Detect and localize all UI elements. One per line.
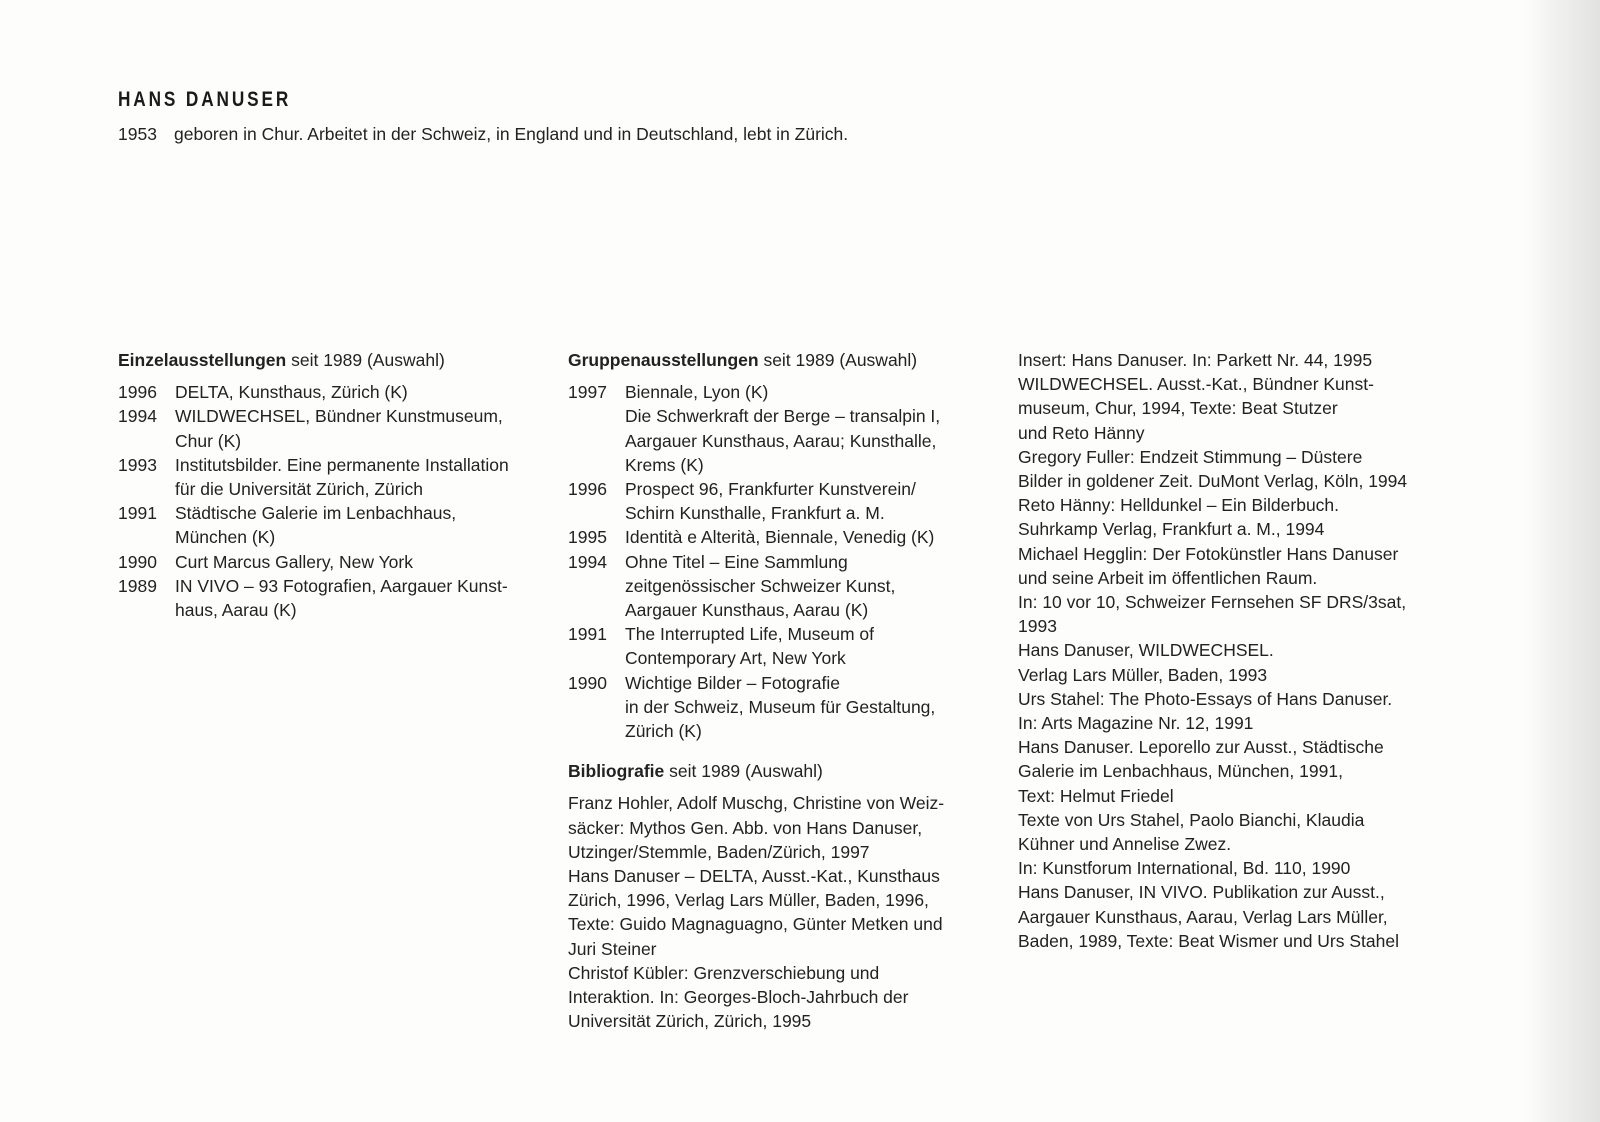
entry-text: Institutsbilder. Eine permanente Installation für die Universität Zürich, Zürich bbox=[175, 454, 509, 500]
entry-text: Ohne Titel – Eine Sammlung zeitgenössischer Schweizer Kunst, Aargauer Kunsthaus, Aarau (K) bbox=[625, 551, 896, 621]
entry-text: Städtische Galerie im Lenbachhaus, München (K) bbox=[175, 503, 457, 548]
entry-text: DELTA, Kunsthaus, Zürich (K) bbox=[175, 382, 408, 403]
entry-text: The Interrupted Life, Museum of Contemporary Art, New York bbox=[625, 624, 875, 669]
entry-text: Wichtige Bilder – Fotografie in der Schweiz, Museum für Gestaltung, Zürich (K) bbox=[625, 672, 936, 742]
exhibition-entry bbox=[568, 550, 998, 623]
bio-line bbox=[118, 124, 848, 145]
exhibition-entry bbox=[118, 453, 558, 501]
entry-text: Prospect 96, Frankfurter Kunstverein/ Schirn Kunsthalle, Frankfurt a. M. bbox=[625, 479, 916, 524]
entry-year: 1989 bbox=[118, 575, 157, 596]
bibliography-entry: WILDWECHSEL. Ausst.-Kat., Bündner Kunst- museum, Chur, 1994, Texte: Beat Stutzer und Reto Hänny bbox=[1018, 374, 1374, 443]
entry-text: IN VIVO – 93 Fotografien, Aargauer Kunst- haus, Aarau (K) bbox=[175, 575, 508, 621]
entry-year: 1990 bbox=[118, 551, 157, 572]
page-edge-shadow bbox=[1525, 0, 1600, 1122]
exhibition-list bbox=[118, 380, 558, 622]
exhibition-entry bbox=[568, 477, 998, 525]
bibliography-entry: Gregory Fuller: Endzeit Stimmung – Düstere Bilder in goldener Zeit. DuMont Verlag, Köln, 1994 bbox=[1018, 446, 1408, 492]
exhibition-entry bbox=[118, 501, 558, 549]
section-heading bbox=[568, 348, 998, 372]
bibliography-entry: Hans Danuser, WILDWECHSEL. Verlag Lars Müller, Baden, 1993 bbox=[1018, 640, 1274, 685]
bibliography-entry: Urs Stahel: The Photo-Essays of Hans Danuser. In: Arts Magazine Nr. 12, 1991 bbox=[1018, 688, 1393, 734]
entry-text: Biennale, Lyon (K) Die Schwerkraft der Berge – transalpin I, Aargauer Kunsthaus, Aarau; Kunsthalle, Krems (K) bbox=[625, 382, 941, 475]
heading-rest: seit 1989 (Auswahl) bbox=[664, 761, 823, 782]
exhibition-entry bbox=[568, 622, 998, 670]
exhibition-entry bbox=[568, 525, 998, 549]
bibliography-entry: Michael Hegglin: Der Fotokünstler Hans Danuser und seine Arbeit im öffentlichen Raum. In: 10 vor 10, Schweizer Fernsehen SF DRS/3sat, 1993 bbox=[1018, 543, 1407, 637]
bio-text: geboren in Chur. Arbeitet in der Schweiz, in England und in Deutschland, lebt in Zürich. bbox=[174, 124, 849, 144]
bio-year: 1953 bbox=[118, 124, 157, 144]
bibliography-entry: Texte von Urs Stahel, Paolo Bianchi, Klaudia Kühner und Annelise Zwez. In: Kunstforum International, Bd. 110, 1990 bbox=[1018, 809, 1365, 879]
entry-year: 1995 bbox=[568, 527, 607, 548]
entry-year: 1990 bbox=[568, 672, 607, 693]
heading-bold: Gruppenausstellungen bbox=[568, 350, 759, 370]
bibliography-continued bbox=[1018, 348, 1458, 953]
bibliography-entry: Insert: Hans Danuser. In: Parkett Nr. 44, 1995 bbox=[1018, 350, 1373, 370]
bibliography-list bbox=[1018, 348, 1458, 953]
gruppenausstellungen-section bbox=[568, 348, 998, 1033]
bibliography-entry: Hans Danuser – DELTA, Ausst.-Kat., Kunsthaus Zürich, 1996, Verlag Lars Müller, Baden, 1996, Texte: Guido Magnaguagno, Günter Metken und Juri Steiner bbox=[568, 866, 943, 959]
entry-year: 1997 bbox=[568, 382, 607, 403]
entry-text: Identità e Alterità, Biennale, Venedig (K) bbox=[625, 527, 935, 548]
heading-rest: seit 1989 (Auswahl) bbox=[286, 350, 445, 370]
bibliography-entry: Hans Danuser, IN VIVO. Publikation zur Ausst., Aargauer Kunsthaus, Aarau, Verlag Lars Müller, Baden, 1989, Texte: Beat Wismer und Urs Stahel bbox=[1018, 882, 1399, 951]
exhibition-entry bbox=[568, 380, 998, 477]
bibliografie-heading bbox=[568, 759, 998, 783]
entry-year: 1996 bbox=[118, 382, 157, 403]
bibliography-entry: Christof Kübler: Grenzverschiebung und Interaktion. In: Georges-Bloch-Jahrbuch der Universität Zürich, Zürich, 1995 bbox=[568, 962, 909, 1032]
heading-rest: seit 1989 (Auswahl) bbox=[758, 350, 918, 370]
entry-year: 1993 bbox=[118, 454, 157, 475]
einzelausstellungen-section bbox=[118, 348, 558, 622]
entry-year: 1991 bbox=[568, 624, 607, 645]
heading-bold: Einzelausstellungen bbox=[118, 350, 287, 370]
heading-bold: Bibliografie bbox=[568, 761, 665, 782]
artist-name: HANS DANUSER bbox=[118, 88, 292, 111]
bibliography-entry: Franz Hohler, Adolf Muschg, Christine von Weiz- säcker: Mythos Gen. Abb. von Hans Danuser, Utzinger/Stemmle, Baden/Zürich, 1997 bbox=[568, 793, 945, 862]
bibliography-entry: Hans Danuser. Leporello zur Ausst., Städtische Galerie im Lenbachhaus, München, 1991, Text: Helmut Friedel bbox=[1018, 737, 1384, 806]
bibliography-entry: Reto Hänny: Helldunkel – Ein Bilderbuch. Suhrkamp Verlag, Frankfurt a. M., 1994 bbox=[1018, 495, 1340, 540]
exhibition-entry bbox=[118, 380, 558, 404]
bibliography-list bbox=[568, 791, 998, 1033]
exhibition-entry bbox=[568, 671, 998, 744]
entry-year: 1991 bbox=[118, 503, 157, 524]
section-heading bbox=[118, 348, 558, 372]
exhibition-entry bbox=[118, 550, 558, 574]
entry-text: Curt Marcus Gallery, New York bbox=[175, 551, 413, 572]
entry-year: 1996 bbox=[568, 479, 607, 500]
exhibition-entry bbox=[118, 404, 558, 452]
exhibition-list bbox=[568, 380, 998, 743]
entry-year: 1994 bbox=[118, 406, 157, 427]
entry-text: WILDWECHSEL, Bündner Kunstmuseum, Chur (K) bbox=[175, 406, 503, 451]
exhibition-entry bbox=[118, 574, 558, 622]
entry-year: 1994 bbox=[568, 551, 607, 572]
